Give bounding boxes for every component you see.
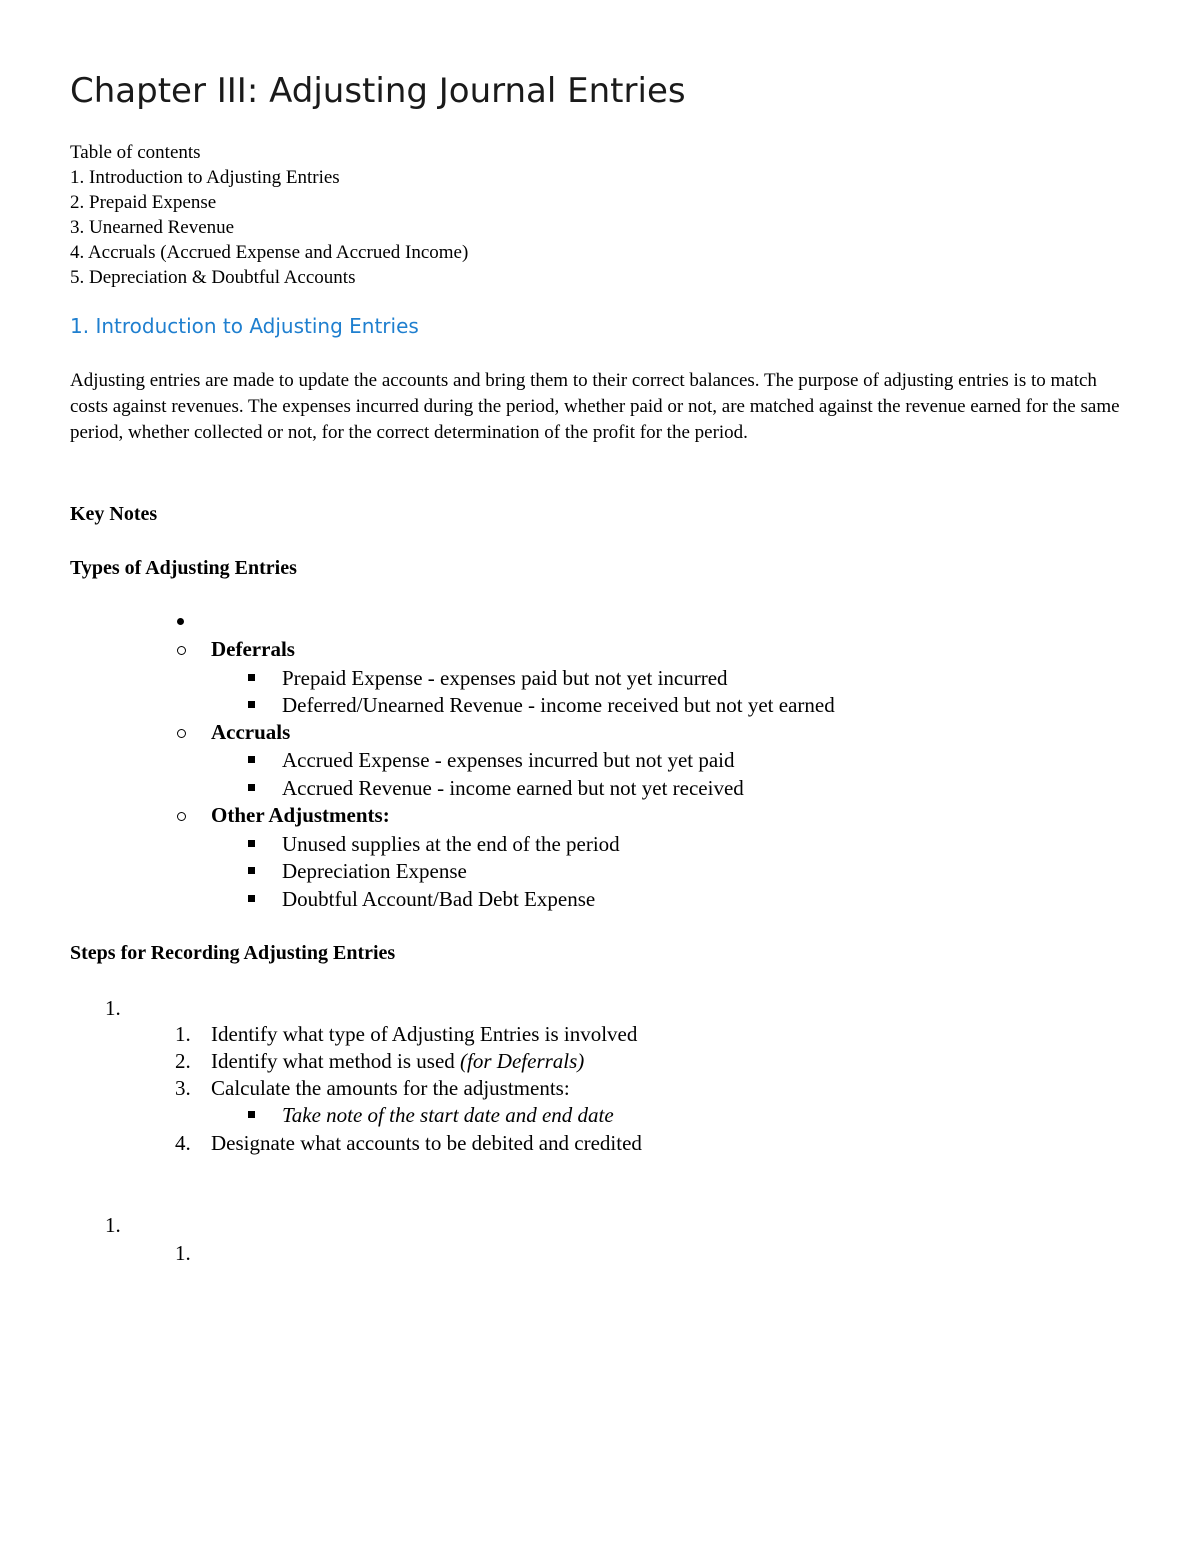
list-item: Deferred/Unearned Revenue - income received but not yet earned (282, 693, 835, 717)
step-number: 2. (175, 1049, 191, 1073)
types-heading: Types of Adjusting Entries (70, 557, 297, 579)
document-title: Chapter III: Adjusting Journal Entries (70, 71, 686, 111)
square-bullet-icon (248, 674, 255, 681)
list-number: 1. (105, 1213, 121, 1237)
list-item: Prepaid Expense - expenses paid but not yet incurred (282, 666, 728, 690)
section-heading: 1. Introduction to Adjusting Entries (70, 314, 419, 338)
group-label: Accruals (211, 720, 291, 744)
square-bullet-icon (248, 701, 255, 708)
group-label: Other Adjustments: (211, 803, 390, 827)
list-number: 1. (105, 996, 121, 1020)
circle-bullet-icon (177, 729, 186, 738)
square-bullet-icon (248, 784, 255, 791)
step-number: 3. (175, 1076, 191, 1100)
step-text: Identify what type of Adjusting Entries is involved (211, 1022, 638, 1046)
step-text: Identify what method is used (211, 1049, 461, 1073)
sub-note: Take note of the start date and end date (282, 1103, 614, 1127)
circle-bullet-icon (177, 646, 186, 655)
square-bullet-icon (248, 756, 255, 763)
step-number: 1. (175, 1022, 191, 1046)
square-bullet-icon (248, 840, 255, 847)
list-item: Doubtful Account/Bad Debt Expense (282, 887, 596, 911)
steps-heading: Steps for Recording Adjusting Entries (70, 942, 396, 964)
square-bullet-icon (248, 1111, 255, 1118)
step-text: Calculate the amounts for the adjustments: (211, 1076, 570, 1100)
toc-item: 3. Unearned Revenue (70, 217, 235, 238)
list-item: Accrued Expense - expenses incurred but not yet paid (282, 748, 735, 772)
list-item: Depreciation Expense (282, 859, 467, 883)
toc-item: 2. Prepaid Expense (70, 192, 217, 213)
circle-bullet-icon (177, 812, 186, 821)
group-label: Deferrals (211, 637, 295, 661)
step-text: Designate what accounts to be debited and credited (211, 1131, 642, 1155)
step-number: 4. (175, 1131, 191, 1155)
key-notes-heading: Key Notes (70, 503, 158, 525)
list-item: Unused supplies at the end of the period (282, 832, 620, 856)
intro-paragraph: Adjusting entries are made to update the accounts and bring them to their correct balances. The purpose of adjusting entries is to match costs against revenues. The expenses incurred during the period, whether paid or not, are matched against the revenue earned for the same period, whether collected or not, for the correct determination of the profit for the period. (70, 370, 1120, 443)
step-italic-note: (for Deferrals) (460, 1049, 585, 1073)
square-bullet-icon (248, 867, 255, 874)
list-number: 1. (175, 1241, 191, 1265)
toc-item: 5. Depreciation & Doubtful Accounts (70, 267, 356, 288)
toc-item: 1. Introduction to Adjusting Entries (70, 167, 340, 188)
toc-heading: Table of contents (70, 142, 201, 163)
step-text-line (211, 1048, 584, 1075)
square-bullet-icon (248, 895, 255, 902)
list-item: Accrued Revenue - income earned but not yet received (282, 776, 744, 800)
bullet-icon (177, 618, 184, 625)
toc-item: 4. Accruals (Accrued Expense and Accrued Income) (70, 242, 469, 263)
